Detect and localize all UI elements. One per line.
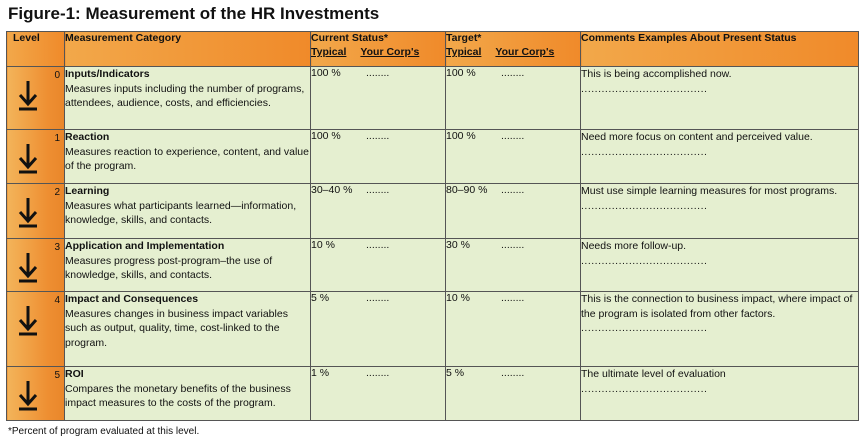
category-title: Reaction — [65, 131, 110, 143]
category-title: Inputs/Indicators — [65, 68, 150, 80]
category-cell — [65, 239, 311, 292]
target-typical-value: 10 % — [446, 292, 470, 304]
current-corp-value: ........ — [366, 239, 390, 251]
current-status-cell — [311, 67, 446, 130]
current-status-cell — [311, 367, 446, 421]
comment-cell — [581, 239, 859, 292]
category-description: Measures progress post-program–the use of knowledge, skills, and contacts. — [65, 254, 273, 281]
measurement-table — [6, 31, 859, 421]
level-cell — [7, 292, 65, 367]
target-typical-value: 30 % — [446, 239, 470, 251]
level-number: 3 — [54, 242, 60, 253]
category-description: Compares the monetary benefits of the business impact measures to the costs of the program. — [65, 382, 291, 409]
level-number: 2 — [54, 187, 60, 198]
comment-cell — [581, 292, 859, 367]
comment-text: Must use simple learning measures for most programs. — [581, 185, 838, 197]
category-cell — [65, 67, 311, 130]
target-corp-value: ........ — [501, 130, 525, 142]
header-category: Measurement Category — [65, 32, 311, 67]
down-arrow-icon — [17, 196, 39, 230]
comment-dots: ..................................... — [581, 322, 708, 334]
category-cell — [65, 184, 311, 239]
comment-dots: ..................................... — [581, 199, 708, 212]
header-target — [446, 32, 581, 67]
category-cell — [65, 292, 311, 367]
comment-cell — [581, 184, 859, 239]
down-arrow-icon — [17, 142, 39, 176]
target-typical-value: 100 % — [446, 130, 476, 142]
down-arrow-icon — [17, 304, 39, 338]
category-cell — [65, 367, 311, 421]
category-description: Measures changes in business impact variables such as output, quality, time, cost-linked to the program. — [65, 307, 288, 349]
current-typical-value: 5 % — [311, 292, 330, 304]
target-cell — [446, 130, 581, 184]
level-number: 4 — [54, 295, 60, 306]
current-status-cell — [311, 292, 446, 367]
table-row — [7, 130, 859, 184]
target-cell — [446, 239, 581, 292]
category-description: Measures what participants learned—information, knowledge, skills, and contacts. — [65, 199, 297, 226]
current-corp-value: ........ — [366, 367, 390, 379]
level-cell — [7, 367, 65, 421]
header-current-status-label: Current Status* — [311, 32, 389, 44]
comment-text: This is being accomplished now. — [581, 68, 732, 80]
comment-dots: ..................................... — [581, 254, 708, 267]
comment-text: The ultimate level of evaluation — [581, 368, 726, 380]
header-target-typical: Typical — [446, 46, 482, 58]
down-arrow-icon — [17, 79, 39, 113]
current-corp-value: ........ — [366, 292, 390, 304]
table-row — [7, 367, 859, 421]
category-title: Learning — [65, 185, 110, 197]
category-title: ROI — [65, 368, 84, 380]
current-typical-value: 1 % — [311, 367, 330, 379]
level-number: 1 — [54, 133, 60, 144]
level-cell — [7, 239, 65, 292]
current-corp-value: ........ — [366, 130, 390, 142]
comment-cell — [581, 130, 859, 184]
target-typical-value: 5 % — [446, 367, 465, 379]
current-corp-value: ........ — [366, 67, 390, 79]
table-row — [7, 67, 859, 130]
down-arrow-icon — [17, 379, 39, 413]
down-arrow-icon — [17, 251, 39, 285]
category-cell — [65, 130, 311, 184]
target-corp-value: ........ — [501, 239, 525, 251]
table-row — [7, 292, 859, 367]
comment-dots: ..................................... — [581, 145, 708, 158]
level-cell — [7, 184, 65, 239]
category-description: Measures inputs including the number of programs, attendees, audience, costs, and efficiencies. — [65, 82, 305, 109]
target-cell — [446, 184, 581, 239]
comment-text: Needs more follow-up. — [581, 240, 687, 252]
figure-title: Figure-1: Measurement of the HR Investments — [8, 4, 380, 23]
comment-dots: ..................................... — [581, 382, 708, 395]
target-cell — [446, 367, 581, 421]
comment-cell — [581, 67, 859, 130]
target-cell — [446, 67, 581, 130]
target-cell — [446, 292, 581, 367]
header-current-status — [311, 32, 446, 67]
current-typical-value: 100 % — [311, 130, 341, 142]
level-number: 5 — [54, 370, 60, 381]
comment-text: This is the connection to business impact, where impact of the program is isolated from other factors. — [581, 293, 853, 320]
header-current-typical: Typical — [311, 46, 347, 58]
target-typical-value: 100 % — [446, 67, 476, 79]
table-row — [7, 239, 859, 292]
footnote: *Percent of program evaluated at this level. — [8, 426, 200, 437]
comment-dots: ..................................... — [581, 82, 708, 95]
header-current-corp: Your Corp's — [360, 46, 420, 58]
header-level: Level — [7, 32, 65, 67]
target-corp-value: ........ — [501, 67, 525, 79]
category-title: Impact and Consequences — [65, 293, 199, 305]
header-target-corp: Your Corp's — [495, 46, 555, 58]
level-cell — [7, 130, 65, 184]
current-status-cell — [311, 184, 446, 239]
current-typical-value: 100 % — [311, 67, 341, 79]
target-typical-value: 80–90 % — [446, 184, 488, 196]
comment-text: Need more focus on content and perceived value. — [581, 131, 813, 143]
current-status-cell — [311, 239, 446, 292]
current-typical-value: 30–40 % — [311, 184, 353, 196]
target-corp-value: ........ — [501, 184, 525, 196]
current-typical-value: 10 % — [311, 239, 335, 251]
header-comments: Comments Examples About Present Status — [581, 32, 859, 67]
current-status-cell — [311, 130, 446, 184]
category-description: Measures reaction to experience, content, and value of the program. — [65, 145, 309, 172]
target-corp-value: ........ — [501, 292, 525, 304]
table-row — [7, 184, 859, 239]
level-cell — [7, 67, 65, 130]
category-title: Application and Implementation — [65, 240, 225, 252]
header-row — [7, 32, 859, 67]
header-target-label: Target* — [446, 32, 482, 44]
comment-cell — [581, 367, 859, 421]
target-corp-value: ........ — [501, 367, 525, 379]
level-number: 0 — [54, 70, 60, 81]
current-corp-value: ........ — [366, 184, 390, 196]
